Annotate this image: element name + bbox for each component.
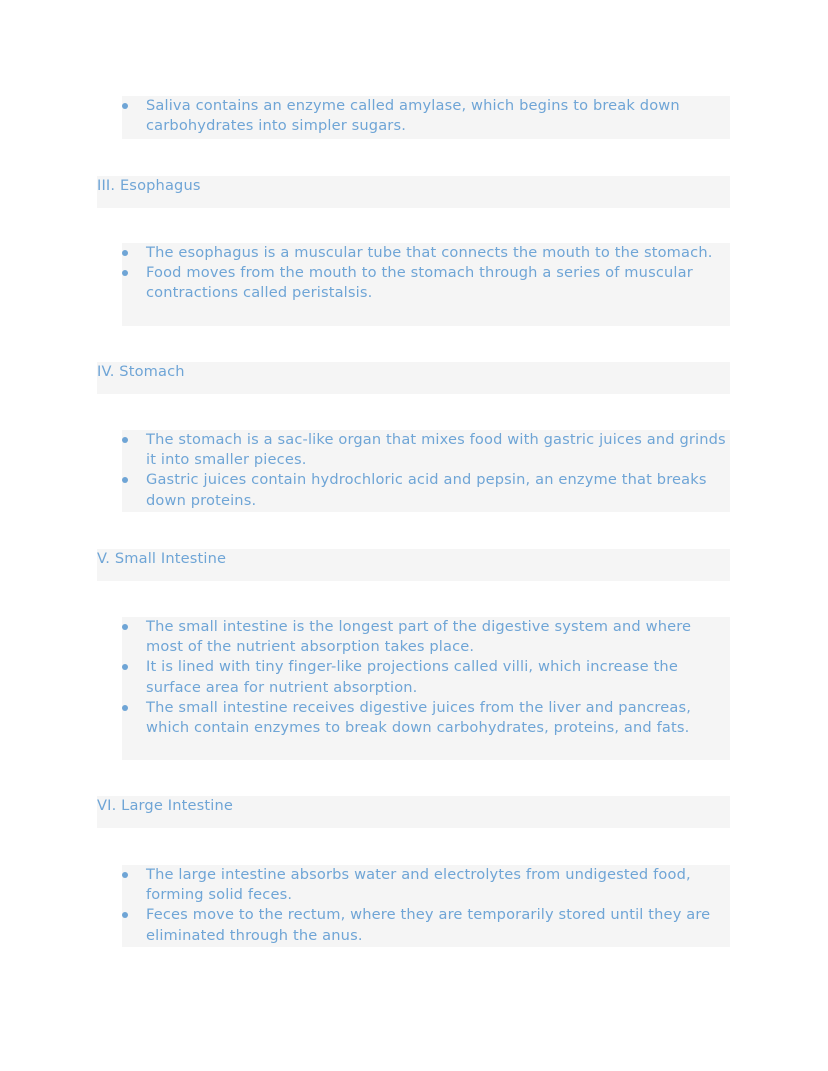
list-item <box>122 96 730 136</box>
list-item <box>122 470 730 510</box>
stomach-bullet-list <box>122 430 730 512</box>
list-item-text: Saliva contains an enzyme called amylase, which begins to break down carbohydrates into simpler sugars. <box>146 97 680 135</box>
bullet-dot-icon <box>122 270 128 276</box>
mouth-bullet-list <box>122 96 730 139</box>
section-heading-text: V. Small Intestine <box>97 550 227 567</box>
bullet-dot-icon <box>122 872 128 878</box>
section-heading-text: III. Esophagus <box>97 177 201 194</box>
small-intestine-bullet-list <box>122 617 730 760</box>
list-item <box>122 657 730 697</box>
list-item-text: The esophagus is a muscular tube that connects the mouth to the stomach. <box>146 244 713 261</box>
bullet-dot-icon <box>122 705 128 711</box>
bullet-dot-icon <box>122 437 128 443</box>
large-intestine-bullet-list <box>122 865 730 947</box>
list-item <box>122 905 730 945</box>
bullet-dot-icon <box>122 664 128 670</box>
section-heading-text: VI. Large Intestine <box>97 797 233 814</box>
list-item <box>122 865 730 905</box>
list-item-text: The stomach is a sac-like organ that mixes food with gastric juices and grinds it into smaller pieces. <box>146 431 726 469</box>
list-item-text: Food moves from the mouth to the stomach through a series of muscular contractions called peristalsis. <box>146 264 693 302</box>
section-heading-text: IV. Stomach <box>97 363 185 380</box>
bullet-dot-icon <box>122 477 128 483</box>
esophagus-bullet-list <box>122 243 730 326</box>
section-heading-small-intestine <box>97 549 730 581</box>
list-item <box>122 243 730 263</box>
bullet-dot-icon <box>122 624 128 630</box>
section-heading-large-intestine <box>97 796 730 828</box>
section-heading-stomach <box>97 362 730 394</box>
list-item-text: The small intestine receives digestive juices from the liver and pancreas, which contain enzymes to break down carbohydrates, proteins, and fats. <box>146 698 691 737</box>
list-item <box>122 617 730 657</box>
list-item-text: The large intestine absorbs water and electrolytes from undigested food, forming solid feces. <box>146 866 691 904</box>
bullet-dot-icon <box>122 250 128 256</box>
list-item-text: Gastric juices contain hydrochloric acid and pepsin, an enzyme that breaks down proteins. <box>146 471 707 509</box>
list-item-text: The small intestine is the longest part of the digestive system and where most of the nutrient absorption takes place. <box>146 618 692 656</box>
bullet-dot-icon <box>122 912 128 918</box>
list-item <box>122 263 730 303</box>
list-item <box>122 698 730 738</box>
bullet-dot-icon <box>122 103 128 109</box>
section-heading-esophagus <box>97 176 730 208</box>
list-item-text: Feces move to the rectum, where they are temporarily stored until they are eliminated through the anus. <box>146 906 711 944</box>
list-item <box>122 430 730 470</box>
list-item-text: It is lined with tiny finger-like projections called villi, which increase the surface area for nutrient absorption. <box>146 658 678 696</box>
